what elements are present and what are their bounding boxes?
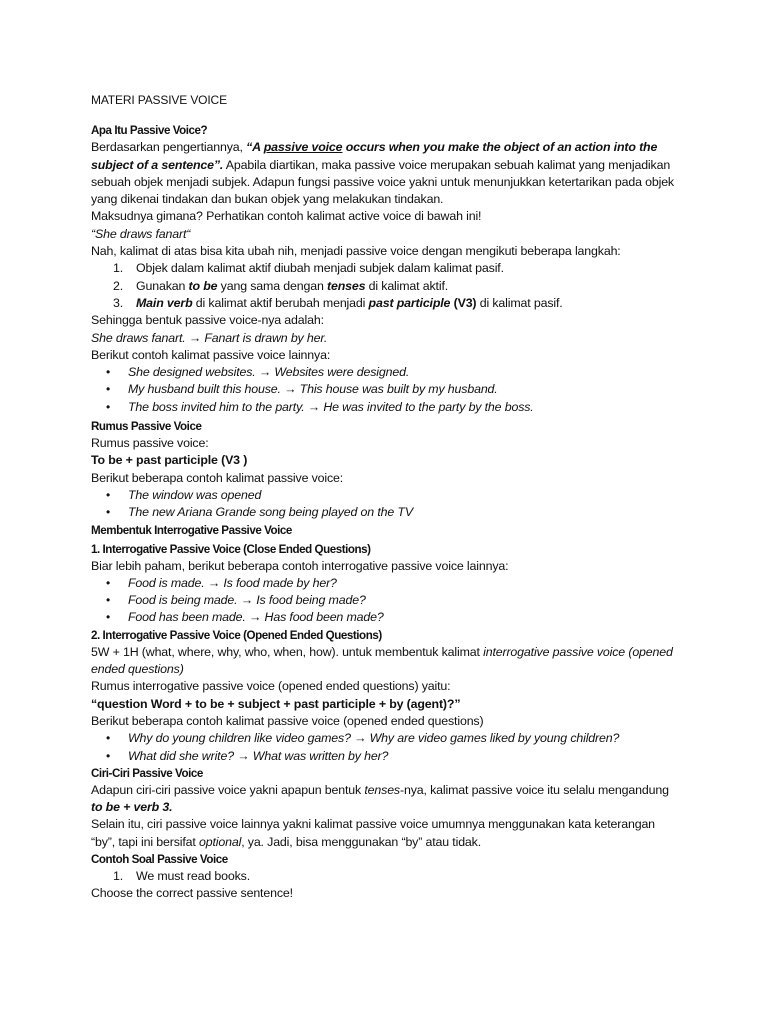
- heading-apa-itu-passive-voice: Apa Itu Passive Voice?: [91, 124, 208, 138]
- bullet-icon: •: [106, 593, 111, 608]
- list-item: • She designed websites. → Websites were designed.: [91, 364, 681, 381]
- paragraph: Nah, kalimat di atas bisa kita ubah nih, menjadi passive voice dengan mengikuti beberapa langkah:: [91, 244, 621, 259]
- bullet-icon: •: [106, 382, 111, 397]
- heading-rumus-passive-voice: Rumus Passive Voice: [91, 420, 202, 434]
- examples-list: [91, 364, 681, 416]
- list-item: • My husband built this house. → This house was built by my husband.: [91, 381, 681, 398]
- list-item: • The window was opened: [91, 487, 681, 504]
- bullet-icon: •: [106, 399, 111, 414]
- paragraph: Berikut beberapa contoh kalimat passive voice:: [91, 470, 344, 485]
- list-item: 3. Main verb di kalimat aktif berubah menjadi past participle (V3) di kalimat pasif.: [113, 295, 563, 310]
- formula: To be + past participle (V3 ): [91, 453, 248, 468]
- examples-list: [91, 575, 681, 627]
- list-item: • What did she write? → What was written by her?: [91, 748, 681, 765]
- heading-contoh-soal: Contoh Soal Passive Voice: [91, 852, 228, 866]
- paragraph: Berikut contoh kalimat passive voice lainnya:: [91, 347, 331, 362]
- heading-membentuk-interrogative: Membentuk Interrogative Passive Voice: [91, 523, 292, 537]
- example-sentence: “She draws fanart“: [91, 226, 191, 241]
- list-item: • The new Ariana Grande song being played on the TV: [91, 504, 681, 521]
- list-item: • Food is being made. → Is food being made?: [91, 592, 681, 609]
- paragraph: Biar lebih paham, berikut beberapa contoh interrogative passive voice lainnya:: [91, 558, 509, 573]
- list-item: 1. We must read books.: [113, 868, 250, 883]
- list-item: • The boss invited him to the party. → He was invited to the party by the boss.: [91, 399, 681, 416]
- bullet-icon: •: [106, 575, 111, 590]
- list-item: 1. Objek dalam kalimat aktif diubah menjadi subjek dalam kalimat pasif.: [113, 261, 504, 276]
- subheading-close-ended: 1. Interrogative Passive Voice (Close Ended Questions): [91, 542, 371, 556]
- list-item: • Food has been made. → Has food been made?: [91, 609, 681, 626]
- example-sentence: She draws fanart. → Fanart is drawn by her.: [91, 330, 328, 345]
- paragraph: 5W + 1H (what, where, why, who, when, how). untuk membentuk kalimat interrogative passive voice (opened ended questions): [91, 644, 673, 677]
- subheading-opened-ended: 2. Interrogative Passive Voice (Opened Ended Questions): [91, 628, 382, 642]
- heading-ciri-ciri: Ciri-Ciri Passive Voice: [91, 766, 203, 780]
- formula: “question Word + to be + subject + past participle + by (agent)?”: [91, 696, 461, 711]
- document-title: MATERI PASSIVE VOICE: [91, 93, 227, 107]
- steps-list: [91, 260, 681, 312]
- passive-voice-term: passive voice: [263, 140, 343, 155]
- question-list: [91, 868, 681, 885]
- paragraph: Selain itu, ciri passive voice lainnya yakni kalimat passive voice umumnya menggunakan kata keterangan “by”, tapi ini bersifat optional, ya. Jadi, bisa menggunakan “by” atau tidak.: [91, 817, 655, 849]
- paragraph: Choose the correct passive sentence!: [91, 886, 293, 901]
- paragraph: Rumus interrogative passive voice (opened ended questions) yaitu:: [91, 679, 451, 694]
- paragraph: Adapun ciri-ciri passive voice yakni apapun bentuk tenses-nya, kalimat passive voice itu selalu mengandung to be + verb 3.: [91, 782, 669, 815]
- list-item: • Food is made. → Is food made by her?: [91, 575, 681, 592]
- bullet-icon: •: [106, 365, 111, 380]
- paragraph: Maksudnya gimana? Perhatikan contoh kalimat active voice di bawah ini!: [91, 209, 482, 224]
- examples-list: [91, 730, 681, 765]
- bullet-icon: •: [106, 610, 111, 625]
- document-body: [91, 92, 681, 903]
- bullet-icon: •: [106, 748, 111, 763]
- paragraph: Sehingga bentuk passive voice-nya adalah:: [91, 313, 324, 328]
- paragraph: Rumus passive voice:: [91, 436, 209, 451]
- paragraph: Berikut beberapa contoh kalimat passive voice (opened ended questions): [91, 713, 484, 728]
- bullet-icon: •: [106, 505, 111, 520]
- bullet-icon: •: [106, 487, 111, 502]
- definition-paragraph: Berdasarkan pengertiannya, “A passive voice occurs when you make the object of an action into the subject of a sentence”. Apabila diartikan, maka passive voice merupakan sebuah kalimat yang menjadikan sebuah objek menjadi subjek. Adapun fungsi passive voice yakni untuk menunjukkan ketertarikan pada objek yang dikenai tindakan dan bukan objek yang melakukan tindakan.: [91, 140, 674, 207]
- examples-list: [91, 487, 681, 522]
- list-item: • Why do young children like video games? → Why are video games liked by young children?: [91, 730, 681, 747]
- bullet-icon: •: [106, 731, 111, 746]
- list-item: 2. Gunakan to be yang sama dengan tenses di kalimat aktif.: [113, 278, 449, 293]
